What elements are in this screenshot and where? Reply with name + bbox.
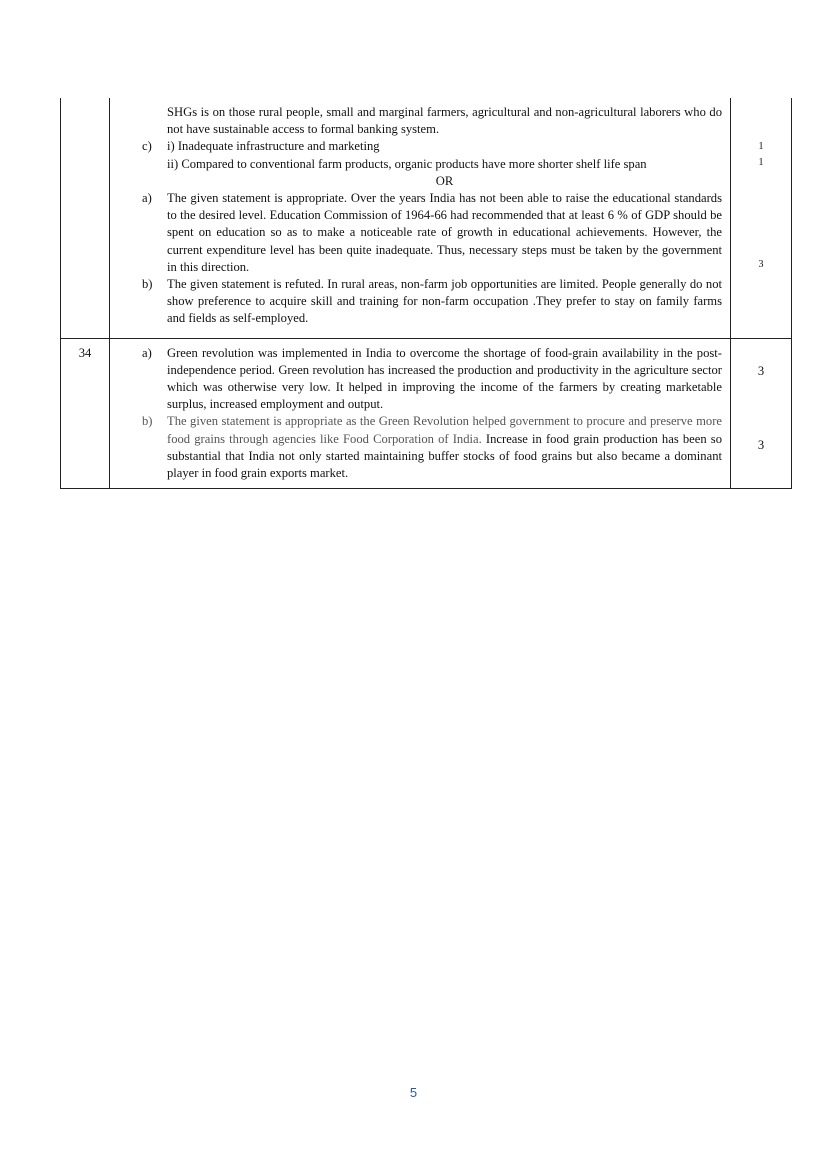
marks-value: 1 [758, 157, 764, 168]
answer-paragraph [110, 138, 730, 155]
answer-paragraph [110, 413, 730, 482]
answer-label: c) [142, 139, 152, 154]
table-row [61, 338, 792, 489]
answer-text: ii) Compared to conventional farm products, organic products have more shorter shelf life span [167, 156, 647, 171]
table-row [61, 98, 792, 338]
answer-paragraph [110, 276, 730, 328]
answer-paragraph [110, 345, 730, 414]
answer-text-grey: The given statement is appropriate as the Green Revolution helped government to procure and preserve more food grains through agencies like Food Corporation of India. [167, 414, 722, 446]
page-number: 5 [409, 1085, 418, 1100]
answer-label: b) [142, 414, 153, 429]
question-number: 34 [78, 345, 92, 360]
answer-cell [110, 338, 731, 489]
answer-text: Green revolution was implemented in India to overcome the shortage of food-grain availability in the post-independence period. Green revolution has increased the production and productivity in the agriculture sector which was otherwise very low. It helped in improving the income of the farmers by creating marketable surplus, increased employment and output. [167, 345, 722, 412]
question-number-cell [61, 98, 110, 338]
answer-paragraph [110, 190, 730, 276]
marks-value: 3 [757, 363, 765, 378]
marks-value: 3 [758, 259, 764, 270]
marks-value: 3 [757, 437, 765, 452]
marks-cell [731, 338, 792, 489]
marks-value: 1 [758, 141, 764, 152]
answer-label: a) [142, 191, 152, 206]
answer-text: The given statement is refuted. In rural areas, non-farm job opportunities are limited. People generally do not show preference to acquire skill and training for non-farm occupation .They prefer to stay on family farms and fields as self-employed. [167, 277, 722, 326]
marks-cell [731, 98, 792, 338]
answer-paragraph [110, 156, 730, 173]
answer-label: a) [142, 345, 152, 360]
question-number-cell [61, 338, 110, 489]
answer-text: The given statement is appropriate. Over the years India has not been able to raise the educational standards to the desired level. Education Commission of 1964-66 had recommended that at least 6 % of GDP should be spent on education so as to make a noticeable rate of growth in educational achievements. However, the current expenditure level has been quite inadequate. Thus, necessary steps must be taken by the government in this direction. [167, 191, 722, 274]
answer-table [60, 98, 792, 489]
question-number [61, 98, 109, 104]
answer-text: SHGs is on those rural people, small and marginal farmers, agricultural and non-agricultural laborers who do not have sustainable access to formal banking system. [167, 105, 722, 137]
answer-cell [110, 98, 731, 338]
answer-paragraph [110, 104, 730, 138]
answer-text: Increase in food grain production has been so substantial that India not only started maintaining buffer stocks of food grains but also became a dominant player in food grain exports market. [167, 431, 722, 481]
or-text: OR [435, 173, 454, 188]
or-divider [110, 173, 730, 190]
answer-label: b) [142, 277, 153, 292]
answer-text: i) Inadequate infrastructure and marketing [167, 139, 380, 154]
